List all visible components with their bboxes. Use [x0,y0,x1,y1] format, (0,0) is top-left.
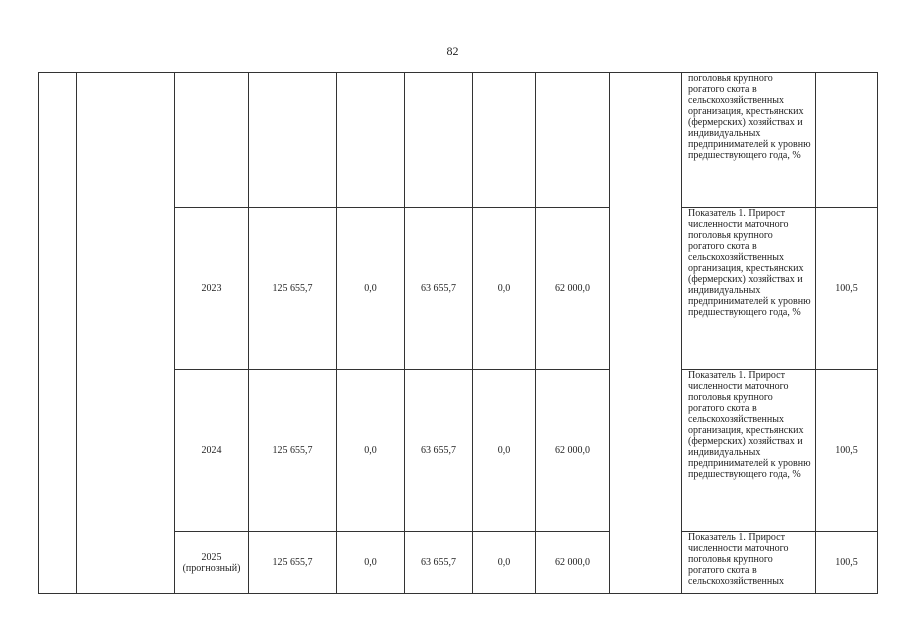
total-cell: 125 655,7 [249,370,337,532]
number-cell [39,73,77,594]
year-cell: 2023 [175,208,249,370]
indicator-cell: Показатель 1. Прирост численности маточного поголовья крупного рогатого скота в сельскохозяйственных [682,532,816,594]
name-cell [77,73,175,594]
page-number: 82 [446,44,459,58]
extra-cell: 62 000,0 [536,532,610,594]
local-cell: 0,0 [473,532,536,594]
local-cell [473,73,536,208]
extra-cell: 62 000,0 [536,208,610,370]
federal-cell: 0,0 [337,370,405,532]
year-cell: 2025 (прогнозный) [175,532,249,594]
regional-cell: 63 655,7 [405,532,473,594]
extra-cell [536,73,610,208]
year-cell: 2024 [175,370,249,532]
extra-cell: 62 000,0 [536,370,610,532]
regional-cell [405,73,473,208]
indicator-cell: поголовья крупного рогатого скота в сельскохозяйственных организация, крестьянских (фермерских) хозяйствах и индивидуальных предпринимателей к уровню предшествующего года, % [682,73,816,208]
indicator-cell: Показатель 1. Прирост численности маточного поголовья крупного рогатого скота в сельскохозяйственных организация, крестьянских (фермерских) хозяйствах и индивидуальных предпринимателей к уровню предшествующего года, % [682,370,816,532]
indicator-value-cell: 100,5 [816,532,878,594]
federal-cell: 0,0 [337,208,405,370]
total-cell: 125 655,7 [249,532,337,594]
local-cell: 0,0 [473,208,536,370]
federal-cell: 0,0 [337,532,405,594]
regional-cell: 63 655,7 [405,370,473,532]
table-row [39,73,878,208]
program-table [38,72,878,594]
indicator-value-cell: 100,5 [816,208,878,370]
local-cell: 0,0 [473,370,536,532]
indicator-cell: Показатель 1. Прирост численности маточного поголовья крупного рогатого скота в сельскохозяйственных организация, крестьянских (фермерских) хозяйствах и индивидуальных предпринимателей к уровню предшествующего года, % [682,208,816,370]
total-cell: 125 655,7 [249,208,337,370]
executor-cell [610,73,682,594]
total-cell [249,73,337,208]
indicator-value-cell [816,73,878,208]
year-cell [175,73,249,208]
federal-cell [337,73,405,208]
regional-cell: 63 655,7 [405,208,473,370]
indicator-value-cell: 100,5 [816,370,878,532]
